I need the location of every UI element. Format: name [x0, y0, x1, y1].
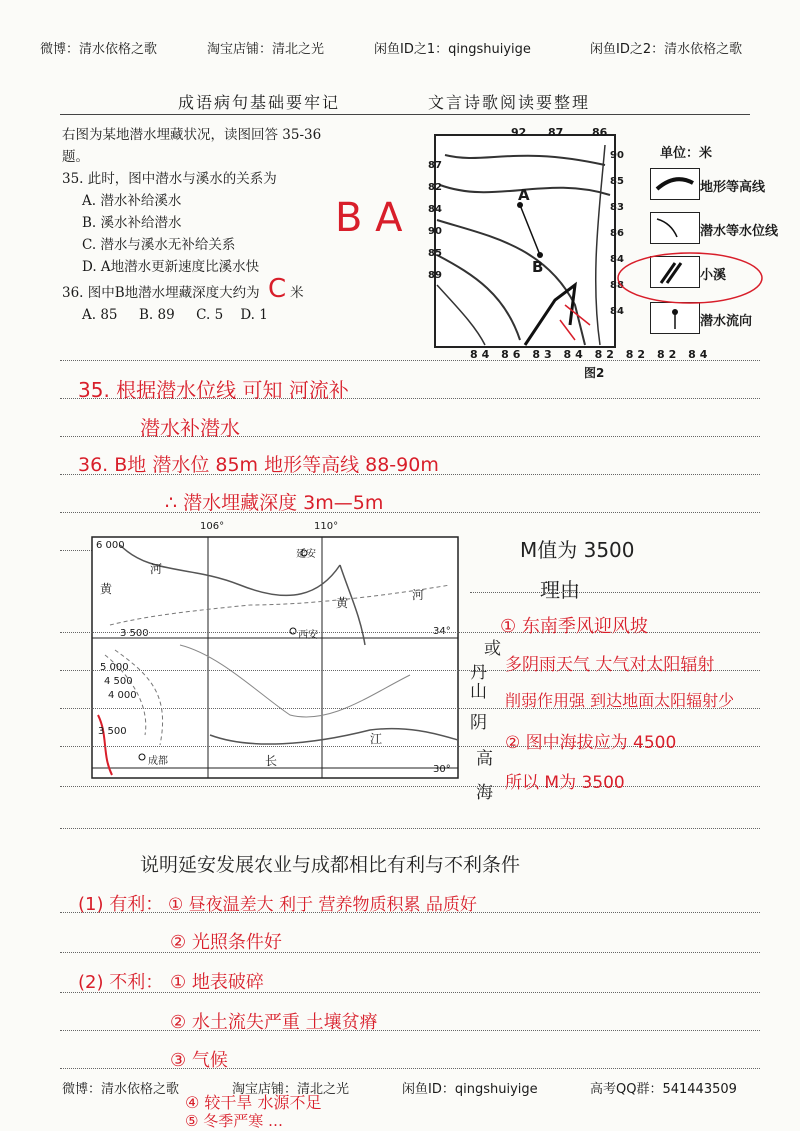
vertical-note-b: 丹山: [470, 663, 487, 702]
ruled-line: [60, 632, 760, 633]
q35-option-a: A. 潜水补给溪水: [82, 193, 182, 209]
topo-right-tick: 86: [610, 228, 624, 239]
topo-right-tick: 85: [610, 176, 624, 187]
lon-106-label: 106°: [200, 521, 225, 532]
red-circle-annotation: [615, 250, 765, 310]
header-xianyu2: 闲鱼ID之2：清水依格之歌: [590, 42, 743, 57]
footer-xianyu: 闲鱼ID：qingshuiyige: [402, 1082, 538, 1097]
river-label: 黄: [336, 596, 349, 610]
city-xian: 西安: [298, 630, 318, 641]
m-value-note: M值为 3500: [520, 538, 635, 562]
ruled-line: [60, 360, 760, 361]
reason-item-1b: 多阴雨天气 大气对太阳辐射: [505, 655, 715, 675]
loess-sichuan-map: [90, 535, 460, 780]
reason-item-2b: 所以 M为 3500: [505, 773, 625, 793]
footer-qq-group: 高考QQ群：541443509: [590, 1082, 737, 1097]
q36-stem: [62, 274, 321, 304]
legend-watertable-icon: [650, 212, 700, 244]
q35-stem: 35. 此时，图中潜水与溪水的关系为: [62, 171, 277, 187]
unfavourable-item-5: ⑤ 冬季严寒 …: [185, 1112, 283, 1130]
topo-bottom-tick: 86: [501, 348, 525, 361]
intro-line-1: 右图为某地潜水埋藏状况，读图回答 35-36: [62, 127, 322, 143]
unfavourable-item-3: ③ 气候: [170, 1050, 228, 1071]
legend-unit: 单位：米: [660, 146, 713, 161]
topo-left-tick: 82: [428, 182, 442, 193]
topo-right-tick: 83: [610, 202, 624, 213]
lat-34-label: 34°: [433, 626, 451, 637]
q36-option-b: B. 89: [138, 307, 175, 323]
handwritten-answers-35-36: B A: [335, 195, 403, 241]
unfavourable-item-4: ④ 较干旱 水源不足: [185, 1093, 322, 1112]
ruled-line: [60, 828, 760, 829]
topo-right-tick: 84: [610, 254, 624, 265]
question-title: 说明延安发展农业与成都相比有利与不利条件: [140, 854, 521, 876]
reason-title: 理由: [540, 578, 580, 602]
groundwater-topo-map: [425, 125, 625, 365]
title-underline: [60, 114, 750, 115]
river-label: 黄: [100, 582, 113, 596]
topo-bottom-tick: 84: [688, 348, 712, 361]
topo-left-ticks: [428, 155, 442, 287]
ruled-line: [60, 1030, 760, 1031]
topo-bottom-tick: 84: [563, 348, 587, 361]
topo-right-tick: 88: [610, 280, 624, 291]
river-label: 河: [150, 562, 163, 576]
topo-left-tick: 89: [428, 270, 442, 281]
legend-stream-label: 小溪: [700, 268, 727, 283]
q35-option-c: C. 潜水与溪水无补给关系: [82, 237, 236, 253]
contour-label: 5 000: [100, 662, 129, 673]
side-note-2: 海: [476, 783, 493, 803]
footer-taobao: 淘宝店铺：清北之光: [232, 1082, 350, 1097]
topo-point-b: B: [532, 258, 544, 276]
q36-option-d: D. 1: [240, 307, 268, 323]
legend-flow-label: 潜水流向: [700, 314, 753, 329]
legend-contour-label: 地形等高线: [700, 180, 766, 195]
reason-item-1: ① 东南季风迎风坡: [500, 616, 648, 637]
section-title-right: 文言诗歌阅读要整理: [428, 93, 591, 112]
topo-left-tick: 84: [428, 204, 442, 215]
legend-watertable-label: 潜水等水位线: [700, 224, 779, 239]
q36-circled-answer: C: [267, 274, 287, 304]
topo-right-tick: 90: [610, 150, 624, 161]
vertical-note-a: 或: [484, 639, 501, 659]
contour-label: 3 500: [98, 726, 127, 737]
intro-line-2: 题。: [62, 149, 89, 165]
ruled-line: [470, 592, 760, 593]
footer-weibo: 微博：清水依格之歌: [62, 1082, 180, 1097]
side-note: 高: [476, 749, 493, 769]
note-35-line2: 潜水补潜水: [140, 416, 240, 440]
topo-map-frame: [435, 135, 615, 347]
q36-option-a: A. 85: [82, 307, 118, 323]
q36-unit: 米: [290, 285, 304, 301]
q35-option-b: B. 溪水补给潜水: [82, 215, 182, 231]
contour-label: 3 500: [120, 628, 149, 639]
city-chengdu: 成都: [148, 756, 168, 767]
river-label: 长: [265, 754, 278, 768]
unfavourable-item-1: ① 地表破碎: [170, 972, 264, 993]
q35-option-d: D. A地潜水更新速度比溪水快: [82, 259, 260, 275]
vertical-note-c: 阴: [470, 713, 487, 733]
topo-bottom-tick: 82: [656, 348, 681, 361]
favourable-item-2: ② 光照条件好: [170, 932, 282, 953]
contour-label: 4 000: [108, 690, 137, 701]
question-intro: [62, 124, 321, 326]
note-36-line2: ∴ 潜水埋藏深度 3m—5m: [165, 492, 384, 514]
note-35-line1: 35. 根据潜水位线 可知 河流补: [78, 378, 349, 402]
lon-110-label: 110°: [314, 521, 339, 532]
lat-30-label: 30°: [433, 764, 451, 775]
topo-bottom-tick: 83: [532, 348, 556, 361]
topo-bottom-tick: 82: [594, 348, 618, 361]
topo-left-tick: 85: [428, 248, 442, 259]
reason-item-2: ② 图中海拔应为 4500: [505, 733, 677, 753]
unfavourable-label: (2) 不利：: [78, 972, 164, 993]
topo-left-tick: 87: [428, 160, 442, 171]
contour-label: 6 000: [96, 540, 125, 551]
header-weibo: 微博：清水依格之歌: [40, 42, 158, 57]
topo-top-tick-3: 86: [592, 126, 608, 139]
favourable-label: (1) 有利：: [78, 894, 164, 915]
section-title-left: 成语病句基础要牢记: [178, 93, 341, 112]
topo-top-tick-1: 92: [511, 126, 527, 139]
topo-bottom-tick: 84: [470, 348, 494, 361]
ruled-line: [60, 1068, 760, 1069]
river-label: 江: [370, 732, 383, 746]
topo-left-tick: 90: [428, 226, 442, 237]
contour-label: 4 500: [104, 676, 133, 687]
ruled-line: [60, 912, 760, 913]
ruled-line: [60, 952, 760, 953]
unfavourable-item-2: ② 水土流失严重 土壤贫瘠: [170, 1012, 378, 1033]
note-36-line1: 36. B地 潜水位 85m 地形等高线 88-90m: [78, 454, 439, 476]
topo-caption: 图2: [584, 366, 605, 380]
reason-item-1c: 削弱作用强 到达地面太阳辐射少: [505, 691, 735, 710]
legend-contour-icon: [650, 168, 700, 200]
city-yanan: 延安: [296, 549, 316, 560]
ruled-line: [60, 786, 760, 787]
q36-option-c: C. 5: [196, 307, 224, 323]
header-taobao: 淘宝店铺：清北之光: [207, 42, 325, 57]
q36-options: [62, 304, 321, 326]
topo-point-a: A: [518, 186, 530, 204]
q36-text: 36. 图中B地潜水埋藏深度大约为: [62, 285, 260, 301]
favourable-item-1: ① 昼夜温差大 利于 营养物质积累 品质好: [168, 895, 477, 915]
topo-right-tick: 84: [610, 306, 624, 317]
ruled-line: [60, 992, 760, 993]
header-xianyu1: 闲鱼ID之1：qingshuiyige: [374, 42, 531, 57]
map-frame: [92, 537, 458, 778]
topo-top-tick-2: 87: [548, 126, 564, 139]
topo-bottom-tick: 82: [625, 348, 650, 361]
river-label: 河: [412, 588, 425, 602]
